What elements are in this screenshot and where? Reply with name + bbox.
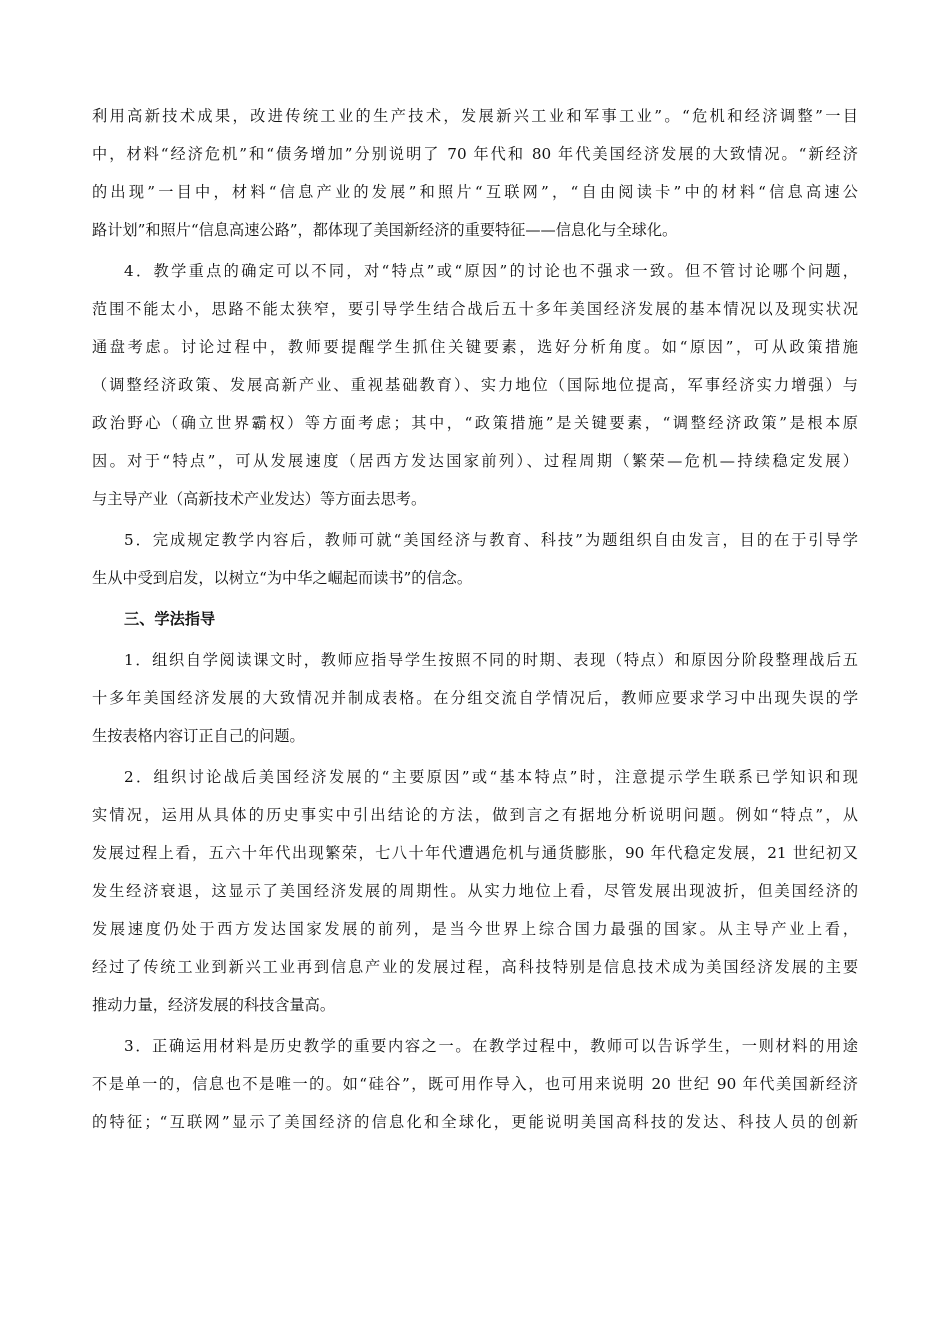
text-line: （调整经济政策、发展高新产业、重视基础教育）、实力地位（国际地位提高，军事经济实力增强）与 xyxy=(92,376,858,394)
paragraph-method-1 xyxy=(92,641,858,755)
document-page xyxy=(92,97,858,1141)
text-line: 通盘考虑。讨论过程中，教师要提醒学生抓住关键要素，选好分析角度。如“原因”，可从政策措施 xyxy=(92,338,858,356)
text-line: 发展过程上看，五六十年代出现繁荣，七八十年代遭遇危机与通货膨胀，90 年代稳定发展，21 世纪初又 xyxy=(92,844,858,862)
paragraph-continuation xyxy=(92,97,858,249)
text-line: 生按表格内容订正自己的问题。 xyxy=(92,727,305,745)
text-line: 3．正确运用材料是历史教学的重要内容之一。在教学过程中，教师可以告诉学生，一则材料的用途 xyxy=(124,1037,858,1055)
text-line: 利用高新技术成果，改进传统工业的生产技术，发展新兴工业和军事工业”。“危机和经济调整”一目 xyxy=(92,107,858,125)
paragraph-method-2 xyxy=(92,758,858,1024)
text-line: 中，材料“经济危机”和“债务增加”分别说明了 70 年代和 80 年代美国经济发展的大致情况。“新经济 xyxy=(92,145,858,163)
text-line: 实情况，运用从具体的历史事实中引出结论的方法，做到言之有据地分析说明问题。例如“特点”，从 xyxy=(92,806,858,824)
section-heading: 三、学法指导 xyxy=(124,610,216,628)
text-line: 十多年美国经济发展的大致情况并制成表格。在分组交流自学情况后，教师应要求学习中出现失误的学 xyxy=(92,689,858,707)
text-line: 发生经济衰退，这显示了美国经济发展的周期性。从实力地位上看，尽管发展出现波折，但美国经济的 xyxy=(92,882,858,900)
text-line: 因。对于“特点”，可从发展速度（居西方发达国家前列）、过程周期（繁荣—危机—持续稳定发展） xyxy=(92,452,858,470)
text-line: 不是单一的，信息也不是唯一的。如“硅谷”，既可用作导入，也可用来说明 20 世纪 90 年代美国新经济 xyxy=(92,1075,858,1093)
paragraph-method-3 xyxy=(92,1027,858,1141)
text-line: 5．完成规定教学内容后，教师可就“美国经济与教育、科技”为题组织自由发言，目的在于引导学 xyxy=(124,531,858,549)
text-line: 1．组织自学阅读课文时，教师应指导学生按照不同的时期、表现（特点）和原因分阶段整理战后五 xyxy=(124,651,858,669)
text-line: 4．教学重点的确定可以不同，对“特点”或“原因”的讨论也不强求一致。但不管讨论哪个问题， xyxy=(124,262,858,280)
text-line: 与主导产业（高新技术产业发达）等方面去思考。 xyxy=(92,490,427,508)
text-line: 经过了传统工业到新兴工业再到信息产业的发展过程，高科技特别是信息技术成为美国经济发展的主要 xyxy=(92,958,858,976)
text-line: 范围不能太小，思路不能太狭窄，要引导学生结合战后五十多年美国经济发展的基本情况以及现实状况 xyxy=(92,300,858,318)
text-line: 2．组织讨论战后美国经济发展的“主要原因”或“基本特点”时，注意提示学生联系已学知识和现 xyxy=(124,768,858,786)
text-line: 路计划”和照片“信息高速公路”，都体现了美国新经济的重要特征——信息化与全球化。 xyxy=(92,221,678,239)
text-line: 发展速度仍处于西方发达国家发展的前列，是当今世界上综合国力最强的国家。从主导产业上看， xyxy=(92,920,858,938)
text-line: 的特征；“互联网”显示了美国经济的信息化和全球化，更能说明美国高科技的发达、科技人员的创新 xyxy=(92,1113,858,1131)
text-line: 推动力量，经济发展的科技含量高。 xyxy=(92,996,335,1014)
text-line: 政治野心（确立世界霸权）等方面考虑；其中，“政策措施”是关键要素，“调整经济政策”是根本原 xyxy=(92,414,858,432)
text-line: 生从中受到启发，以树立“为中华之崛起而读书”的信念。 xyxy=(92,569,473,587)
paragraph-item-4 xyxy=(92,252,858,518)
paragraph-item-5 xyxy=(92,521,858,597)
text-line: 的出现”一目中，材料“信息产业的发展”和照片“互联网”，“自由阅读卡”中的材料“信息高速公 xyxy=(92,183,858,201)
